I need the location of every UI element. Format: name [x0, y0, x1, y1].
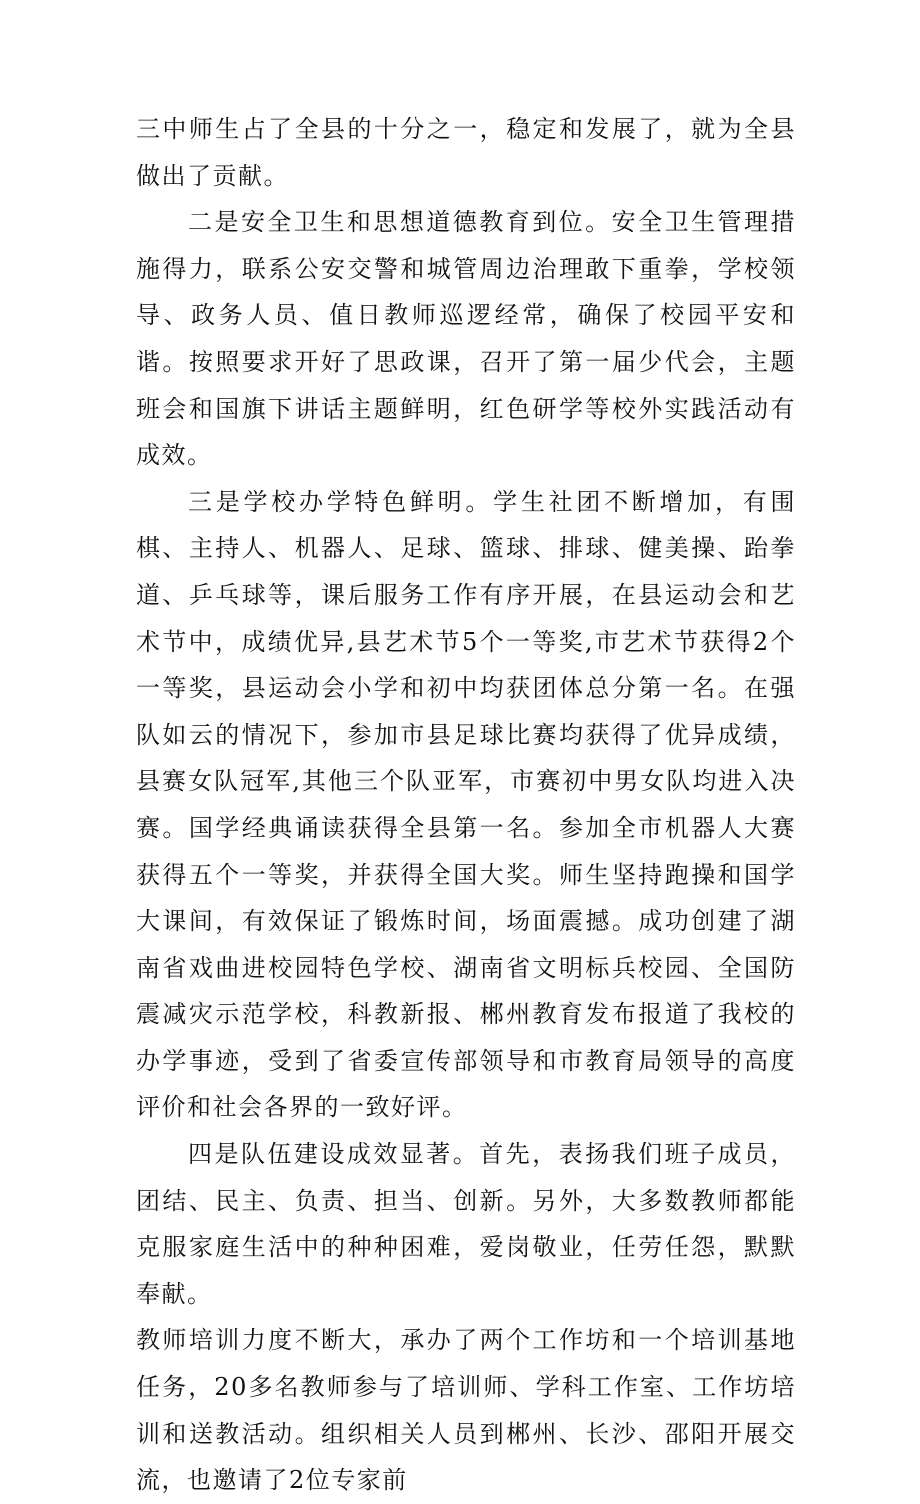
- paragraph-team-building: 四是队伍建设成效显著。首先，表扬我们班子成员，团结、民主、负责、担当、创新。另外，大多数教师都能克服家庭生活中的种种困难，爱岗敬业，任劳任怨，默默奉献。: [136, 1140, 796, 1308]
- paragraph-contribution: 三中师生占了全县的十分之一，稳定和发展了，就为全县做出了贡献。: [136, 115, 796, 190]
- paragraph-teacher-training: 教师培训力度不断大，承办了两个工作坊和一个培训基地任务，20多名教师参与了培训师、学科工作室、工作坊培训和送教活动。组织相关人员到郴州、长沙、邵阳开展交流，也邀请了2位专家前: [136, 1326, 796, 1495]
- document-body: [136, 106, 796, 1504]
- paragraph-safety-moral-education: 二是安全卫生和思想道德教育到位。安全卫生管理措施得力，联系公安交警和城管周边治理敢下重拳，学校领导、政务人员、值日教师巡逻经常，确保了校园平安和谐。按照要求开好了思政课，召开了第一届少代会，主题班会和国旗下讲话主题鲜明，红色研学等校外实践活动有成效。: [136, 208, 796, 470]
- paragraph-school-characteristics: 三是学校办学特色鲜明。学生社团不断增加，有围棋、主持人、机器人、足球、篮球、排球、健美操、跆拳道、乒乓球等，课后服务工作有序开展，在县运动会和艺术节中，成绩优异,县艺术节5个一等奖,市艺术节获得2个一等奖，县运动会小学和初中均获团体总分第一名。在强队如云的情况下，参加市县足球比赛均获得了优异成绩，县赛女队冠军,其他三个队亚军，市赛初中男女队均进入决赛。国学经典诵读获得全县第一名。参加全市机器人大赛获得五个一等奖，并获得全国大奖。师生坚持跑操和国学大课间，有效保证了锻炼时间，场面震撼。成功创建了湖南省戏曲进校园特色学校、湖南省文明标兵校园、全国防震减灾示范学校，科教新报、郴州教育发布报道了我校的办学事迹，受到了省委宣传部领导和市教育局领导的高度评价和社会各界的一致好评。: [136, 487, 796, 1122]
